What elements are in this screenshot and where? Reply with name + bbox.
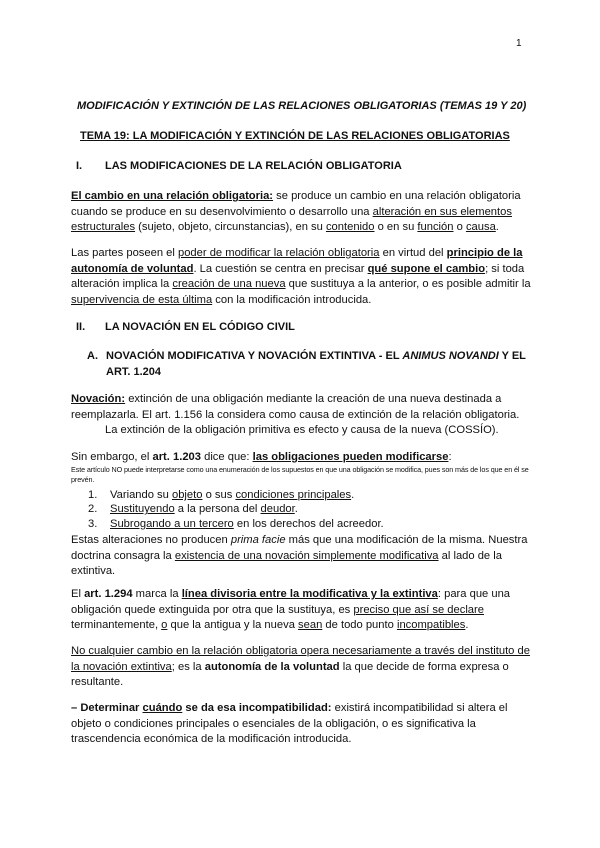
text: (sujeto, objeto, circunstancias), en su xyxy=(135,221,326,234)
text: o en su xyxy=(374,221,418,234)
paragraph-partes xyxy=(71,246,531,308)
underlined-text: sean xyxy=(298,619,323,632)
bold-text: – Determinar xyxy=(71,702,143,714)
text: la que decide de forma expresa o resultante. xyxy=(71,660,509,689)
bold-underlined-text: principio de la autonomía de voluntad xyxy=(71,247,523,275)
page-number: 1 xyxy=(516,38,522,49)
list-item xyxy=(88,502,384,516)
section-heading-2 xyxy=(76,321,295,333)
text: . xyxy=(294,503,298,516)
underlined-text: supervivencia de esta última xyxy=(71,293,213,306)
modification-list xyxy=(88,488,384,531)
document-title: MODIFICACIÓN Y EXTINCIÓN DE LAS RELACIONES OBLIGATORIAS (TEMAS 19 Y 20) xyxy=(77,100,527,112)
text: dice que: xyxy=(200,451,253,463)
underlined-text: causa xyxy=(465,221,496,234)
list-item xyxy=(88,517,384,531)
text: en virtud del xyxy=(379,247,447,259)
text: Las partes poseen el xyxy=(71,247,178,259)
underlined-text: función xyxy=(417,221,454,234)
underlined-text: o xyxy=(161,619,168,632)
section-heading-1 xyxy=(76,160,402,172)
subsection-heading-a xyxy=(87,348,527,380)
bold-text: se da esa incompatibilidad: xyxy=(182,702,332,714)
bold-text: art. 1.203 xyxy=(152,451,201,463)
underlined-text: alteración en sus elementos estructurales xyxy=(71,205,512,234)
list-number: 3. xyxy=(88,517,98,530)
paragraph-no-cualquier-cambio xyxy=(71,644,531,691)
underlined-text: Subrogando a un tercero xyxy=(110,517,234,530)
list-number: 2. xyxy=(88,503,98,516)
text: que la antigua y la nueva xyxy=(167,619,299,632)
subsection-title xyxy=(106,348,527,380)
bold-text: autonomía de la voluntad xyxy=(204,660,340,673)
text: a la persona del xyxy=(174,503,261,516)
text: . xyxy=(465,619,469,632)
underlined-text: preciso que así se declare xyxy=(353,603,484,616)
section-number: II. xyxy=(76,321,86,333)
text: Estas alteraciones no producen xyxy=(71,534,231,546)
italic-text: prima facie xyxy=(230,534,286,546)
term-novacion: Novación: xyxy=(71,393,126,405)
underlined-text: poder de modificar la relación obligatoria xyxy=(177,247,380,259)
italic-text: ANIMUS NOVANDI xyxy=(402,350,499,362)
underlined-text: deudor xyxy=(260,503,295,516)
underlined-text: condiciones principales xyxy=(235,489,352,501)
term-cambio: El cambio en una relación obligatoria: xyxy=(71,190,274,202)
paragraph-alteraciones xyxy=(71,533,531,580)
text: . xyxy=(351,489,355,501)
underlined-text: No cualquier cambio en la relación obligatoria opera necesariamente a través del instituto de la novación extintiva xyxy=(71,645,530,673)
list-number: 1. xyxy=(88,489,98,501)
text: o sus xyxy=(202,489,236,501)
underlined-text: Sustituyendo xyxy=(110,503,175,516)
text: El xyxy=(71,588,85,600)
text: NOVACIÓN MODIFICATIVA Y NOVACIÓN EXTINTIVA - EL xyxy=(106,350,403,362)
section-title: LAS MODIFICACIONES DE LA RELACIÓN OBLIGATORIA xyxy=(105,160,402,172)
section-title: LA NOVACIÓN EN EL CÓDIGO CIVIL xyxy=(105,321,295,333)
list-item xyxy=(88,488,384,502)
text: . La cuestión se centra en precisar xyxy=(193,262,368,275)
text: terminantemente, xyxy=(71,619,162,632)
bold-underlined-text: cuándo xyxy=(142,702,183,714)
paragraph-novacion xyxy=(71,392,531,439)
paragraph-determinar xyxy=(71,701,531,748)
section-number: I. xyxy=(76,160,83,172)
text: Y EL ART. 1.204 xyxy=(106,350,526,378)
text: de todo punto xyxy=(322,619,397,632)
small-note: Este artículo NO puede interpretarse como una enumeración de los supuestos en que una obligación se modifica, pues son más de los que en él se prevén. xyxy=(71,465,529,484)
text: Variando su xyxy=(110,489,172,501)
text: Sin embargo, el xyxy=(71,451,153,463)
underlined-text: creación de una nueva xyxy=(172,278,286,291)
underlined-text: contenido xyxy=(325,221,375,234)
text: al lado de la extintiva. xyxy=(71,549,502,578)
paragraph-cambio xyxy=(71,189,531,236)
text: o xyxy=(453,221,466,234)
text: : para que una obligación quede extinguida por otra que la sustituya, es xyxy=(71,588,511,616)
bold-underlined-text: las obligaciones pueden modificarse xyxy=(252,451,449,463)
bold-underlined-text: qué supone el cambio xyxy=(367,262,486,275)
subsection-number: A. xyxy=(87,350,98,362)
underlined-text: existencia de una novación simplemente modificativa xyxy=(174,549,439,562)
bold-text: art. 1.294 xyxy=(84,588,133,600)
underlined-text: incompatibles xyxy=(396,619,466,632)
text: se produce un cambio en una relación obligatoria cuando se produce en su desenvolvimiento o desarrollo una xyxy=(71,190,521,218)
paragraph-art-1203 xyxy=(71,450,531,466)
indented-text: La extinción de la obligación primitiva es efecto y causa de la nueva (COSSÍO). xyxy=(105,424,499,437)
text: marca la xyxy=(132,588,182,600)
tema-title: TEMA 19: LA MODIFICACIÓN Y EXTINCIÓN DE LAS RELACIONES OBLIGATORIAS xyxy=(80,130,510,142)
text: existirá incompatibilidad si altera el objeto o condiciones principales o esenciales de la obligación, o es significativa la trascendencia económica de la modificación introducida. xyxy=(71,702,508,746)
text: : xyxy=(448,451,452,463)
text: ; es la xyxy=(171,660,205,673)
paragraph-art-1294 xyxy=(71,587,531,634)
text: en los derechos del acreedor. xyxy=(233,517,384,530)
text: extinción de una obligación mediante la creación de una nueva destinada a reemplazarla. El art. 1.156 la considera como causa de extinción de la relación obligatoria. xyxy=(71,393,520,421)
text: más que una modificación de la misma. Nuestra doctrina consagra la xyxy=(71,534,528,562)
text: . xyxy=(495,221,499,234)
bold-underlined-text: línea divisoria entre la modificativa y la extintiva xyxy=(181,588,438,600)
text: con la modificación introducida. xyxy=(212,293,372,306)
underlined-text: objeto xyxy=(171,489,203,501)
text: ; si toda alteración implica la xyxy=(71,262,525,291)
text: que sustituya a la anterior, o es posible admitir la xyxy=(285,278,531,291)
